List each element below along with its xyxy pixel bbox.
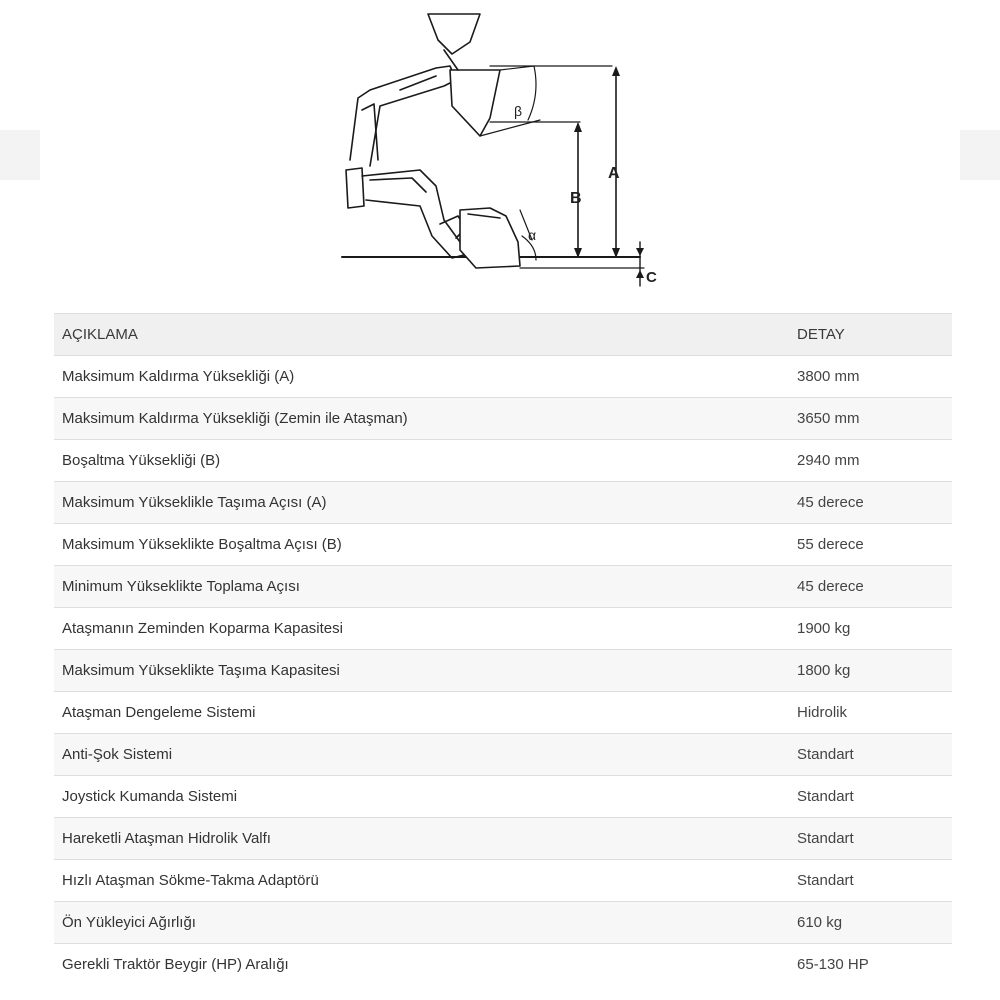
loader-diagram-svg bbox=[340, 10, 670, 300]
spec-table-body bbox=[54, 356, 952, 986]
table-row bbox=[54, 482, 952, 524]
table-row bbox=[54, 818, 952, 860]
table-row bbox=[54, 608, 952, 650]
row-description: Maksimum Kaldırma Yüksekliği (Zemin ile Ataşman) bbox=[54, 398, 782, 440]
row-description: Joystick Kumanda Sistemi bbox=[54, 776, 782, 818]
row-detail: 45 derece bbox=[782, 482, 952, 524]
table-row bbox=[54, 524, 952, 566]
lower-arm bbox=[362, 170, 468, 258]
row-description: Ön Yükleyici Ağırlığı bbox=[54, 902, 782, 944]
table-row bbox=[54, 692, 952, 734]
row-detail: 45 derece bbox=[782, 566, 952, 608]
table-row bbox=[54, 860, 952, 902]
top-bucket bbox=[428, 14, 480, 54]
table-row bbox=[54, 356, 952, 398]
row-description: Ataşman Dengeleme Sistemi bbox=[54, 692, 782, 734]
table-row bbox=[54, 650, 952, 692]
row-detail: Standart bbox=[782, 734, 952, 776]
raised-arm-cylinder bbox=[362, 104, 378, 160]
label-b: B bbox=[570, 190, 582, 207]
row-detail: 2940 mm bbox=[782, 440, 952, 482]
row-detail: Standart bbox=[782, 860, 952, 902]
table-row bbox=[54, 776, 952, 818]
loader-dimension-diagram bbox=[340, 10, 670, 300]
header-description: AÇIKLAMA bbox=[54, 314, 782, 356]
label-beta: β bbox=[514, 103, 523, 119]
row-description: Minimum Yükseklikte Toplama Açısı bbox=[54, 566, 782, 608]
label-c: C bbox=[646, 269, 657, 286]
arrow-c-top bbox=[636, 248, 644, 256]
table-row bbox=[54, 902, 952, 944]
row-detail: 610 kg bbox=[782, 902, 952, 944]
left-edge-shade bbox=[0, 130, 40, 180]
row-detail: 3650 mm bbox=[782, 398, 952, 440]
header-detail: DETAY bbox=[782, 314, 952, 356]
mount-frame bbox=[346, 168, 364, 208]
row-description: Maksimum Yükseklikle Taşıma Açısı (A) bbox=[54, 482, 782, 524]
table-row bbox=[54, 398, 952, 440]
arrow-c-bottom bbox=[636, 270, 644, 278]
row-description: Maksimum Kaldırma Yüksekliği (A) bbox=[54, 356, 782, 398]
row-detail: 1800 kg bbox=[782, 650, 952, 692]
label-a: A bbox=[608, 165, 620, 182]
row-description: Hareketli Ataşman Hidrolik Valfı bbox=[54, 818, 782, 860]
raised-bucket bbox=[450, 70, 500, 136]
row-description: Boşaltma Yüksekliği (B) bbox=[54, 440, 782, 482]
spec-table bbox=[54, 313, 952, 985]
row-detail: 1900 kg bbox=[782, 608, 952, 650]
table-header-row bbox=[54, 314, 952, 356]
row-detail: Standart bbox=[782, 818, 952, 860]
row-description: Gerekli Traktör Beygir (HP) Aralığı bbox=[54, 944, 782, 986]
arrow-a-top bbox=[612, 66, 620, 76]
row-detail: 3800 mm bbox=[782, 356, 952, 398]
row-description: Maksimum Yükseklikte Boşaltma Açısı (B) bbox=[54, 524, 782, 566]
row-detail: Hidrolik bbox=[782, 692, 952, 734]
row-detail: 55 derece bbox=[782, 524, 952, 566]
raised-arm bbox=[350, 66, 456, 166]
table-row bbox=[54, 944, 952, 986]
row-description: Ataşmanın Zeminden Koparma Kapasitesi bbox=[54, 608, 782, 650]
right-edge-shade bbox=[960, 130, 1000, 180]
row-detail: Standart bbox=[782, 776, 952, 818]
table-row bbox=[54, 440, 952, 482]
row-detail: 65-130 HP bbox=[782, 944, 952, 986]
arrow-b-top bbox=[574, 122, 582, 132]
table-row bbox=[54, 734, 952, 776]
table-row bbox=[54, 566, 952, 608]
row-description: Hızlı Ataşman Sökme-Takma Adaptörü bbox=[54, 860, 782, 902]
row-description: Maksimum Yükseklikte Taşıma Kapasitesi bbox=[54, 650, 782, 692]
lower-arm-inner bbox=[370, 178, 426, 192]
row-description: Anti-Şok Sistemi bbox=[54, 734, 782, 776]
label-alpha: α bbox=[528, 227, 537, 243]
